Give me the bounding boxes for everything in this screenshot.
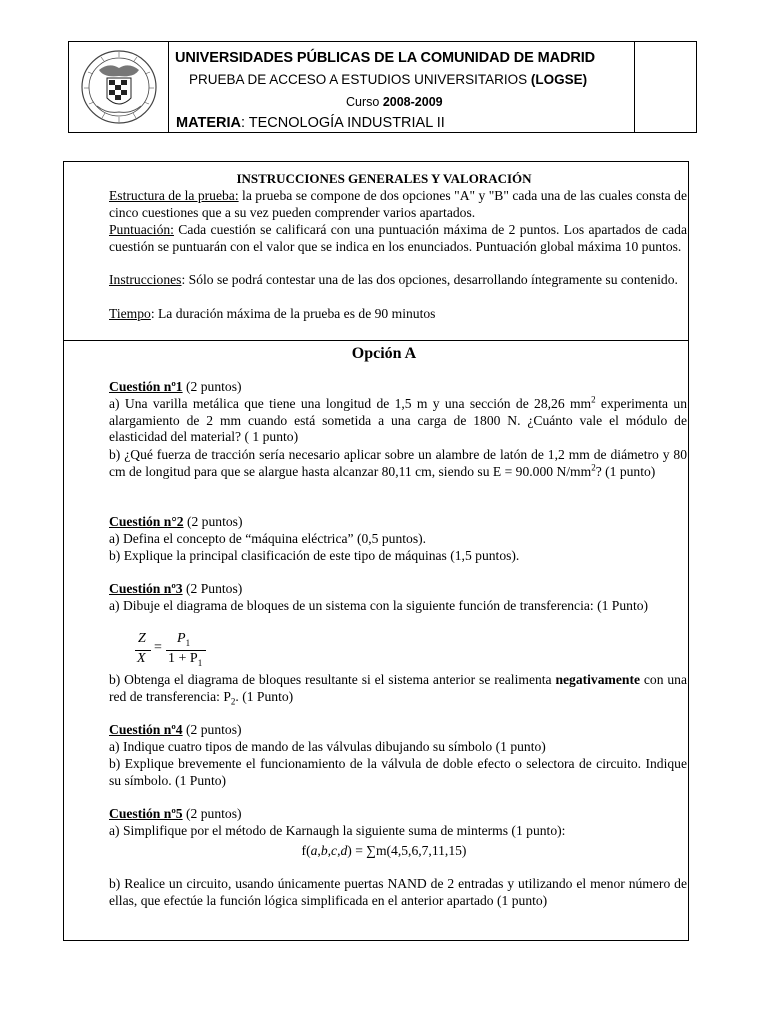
formula-den-sub: 1: [197, 657, 203, 668]
question-1-part-a: [109, 396, 687, 446]
question-4-title: Cuestión nº4: [109, 722, 183, 737]
formula-z: Z: [138, 631, 146, 646]
header-blank-cell: [634, 42, 696, 132]
question-3-heading: [109, 581, 687, 598]
structure-text: la prueba se compone de dos opciones "A" y "B" cada una de las cuales consta de cinco cuestiones que a su vez pueden comprender varios apartados.: [109, 188, 687, 220]
course-label: Curso: [346, 95, 383, 109]
q1-b-text2: ? (1 punto): [595, 463, 656, 479]
logo-cell: [69, 42, 169, 132]
q1-a-text2: experimenta un alargamiento de 2 mm cuando está sometida a una carga de 1800 N. ¿Cuánto vale el módulo de elasticidad del material? ( 1 punto): [109, 396, 687, 445]
question-1-heading: [109, 379, 687, 396]
question-2-heading: [109, 514, 687, 531]
q3-b-sub: 2: [230, 696, 236, 707]
exam-header: [68, 41, 697, 133]
question-3-part-b: [109, 672, 687, 705]
q3-b-text2: con una red de transferencia: P: [109, 672, 687, 704]
formula-p-sub: 1: [185, 637, 191, 648]
score-text: Cada cuestión se calificará con una puntuación máxima de 2 puntos. Los apartados de cada cuestión se puntuarán con el valor que se indica en los enunciados. Puntuación global máxima 10 puntos.: [109, 222, 687, 254]
score-paragraph: [109, 222, 687, 255]
exam-prefix: PRUEBA DE ACCESO A ESTUDIOS UNIVERSITARIOS: [189, 72, 531, 87]
q1-a-text: a) Una varilla metálica que tiene una longitud de 1,5 m y una sección de 28,26 mm: [109, 396, 592, 411]
subject-line: [176, 115, 445, 131]
q1-b-text: b) ¿Qué fuerza de tracción sería necesario aplicar sobre un alambre de latón de 1,2 mm de diámetro y 80 cm de longitud para que se alargue hasta alcanzar 80,11 cm, siendo su E = 90.000 N/mm: [109, 447, 687, 479]
section-divider: [64, 340, 688, 341]
formula-p: P: [177, 631, 186, 646]
question-5-title: Cuestión nº5: [109, 806, 183, 821]
q1-a-sup: 2: [591, 394, 596, 405]
question-5-part-a: a) Simplifique por el método de Karnaugh la siguiente suma de minterms (1 punto):: [109, 823, 566, 838]
option-title: Opción A: [351, 345, 417, 362]
course-line: [346, 95, 443, 109]
structure-paragraph: [109, 188, 687, 221]
formula-den-text: 1 + P: [168, 651, 198, 666]
structure-label: Estructura de la prueba:: [109, 188, 239, 203]
question-1-part-b: [109, 447, 687, 480]
exam-type: (LOGSE): [530, 72, 588, 87]
question-3-part-a: a) Dibuje el diagrama de bloques de un sistema con la siguiente función de transferencia: (1 Punto): [109, 598, 649, 613]
instructions-title: INSTRUCCIONES GENERALES Y VALORACIÓN: [236, 171, 532, 186]
time-text: : La duración máxima de la prueba es de 90 minutos: [150, 306, 436, 321]
question-2-points: (2 puntos): [183, 514, 243, 529]
question-1-title: Cuestión nº1: [109, 379, 183, 394]
formula-x: X: [137, 651, 146, 666]
q3-b-text3: . (1 Punto): [235, 688, 294, 704]
question-2-title: Cuestión n°2: [109, 514, 184, 529]
question-4-part-a: a) Indique cuatro tipos de mando de las válvulas dibujando su símbolo (1 punto): [109, 739, 546, 754]
question-5-points: (2 puntos): [182, 806, 242, 821]
question-3-title: Cuestión nº3: [109, 581, 183, 596]
instructions-paragraph: [109, 272, 687, 289]
question-2-part-b: b) Explique la principal clasificación de este tipo de máquinas (1,5 puntos).: [109, 548, 520, 563]
transfer-function-formula: [133, 631, 213, 673]
question-4-part-b: b) Explique brevemente el funcionamiento de la válvula de doble efecto o selectora de circuito. Indique su símbolo. (1 Punto): [109, 756, 687, 788]
question-5-part-b: b) Realice un circuito, usando únicamente puertas NAND de 2 entradas y utilizando el menor número de ellas, que efectúe la función lógica simplificada en el anterior apartado (1 punto): [109, 876, 687, 908]
q1-b-sup: 2: [591, 462, 596, 473]
university-seal-icon: [79, 48, 159, 126]
q3-b-text: b) Obtenga el diagrama de bloques resultante si el sistema anterior se realimenta: [109, 672, 556, 687]
formula-p1: [177, 631, 190, 647]
time-paragraph: [109, 306, 687, 323]
question-4-heading: [109, 722, 687, 739]
minterms-expression: f(a,b,c,d) = ∑m(4,5,6,7,11,15): [301, 843, 467, 858]
exam-name: [189, 72, 587, 87]
instructions-text: : Sólo se podrá contestar una de las dos opciones, desarrollando íntegramente su contenido.: [181, 272, 678, 287]
time-label: Tiempo: [109, 306, 151, 321]
instructions-label: Instrucciones: [109, 272, 182, 287]
question-5-heading: [109, 806, 687, 823]
university-name: UNIVERSIDADES PÚBLICAS DE LA COMUNIDAD DE MADRID: [175, 50, 596, 66]
question-4-points: (2 puntos): [182, 722, 242, 737]
formula-equals: =: [154, 640, 162, 655]
formula-denominator: [168, 651, 202, 667]
score-label: Puntuación:: [109, 222, 174, 237]
course-value: 2008-2009: [382, 95, 443, 109]
subject-value: : TECNOLOGÍA INDUSTRIAL II: [240, 115, 445, 131]
question-3-points: (2 Puntos): [182, 581, 243, 596]
question-2-part-a: a) Defina el concepto de “máquina eléctrica” (0,5 puntos).: [109, 531, 427, 546]
question-1-points: (2 puntos): [182, 379, 242, 394]
subject-label: MATERIA: [176, 115, 241, 131]
q3-b-bold: negativamente: [555, 672, 641, 687]
